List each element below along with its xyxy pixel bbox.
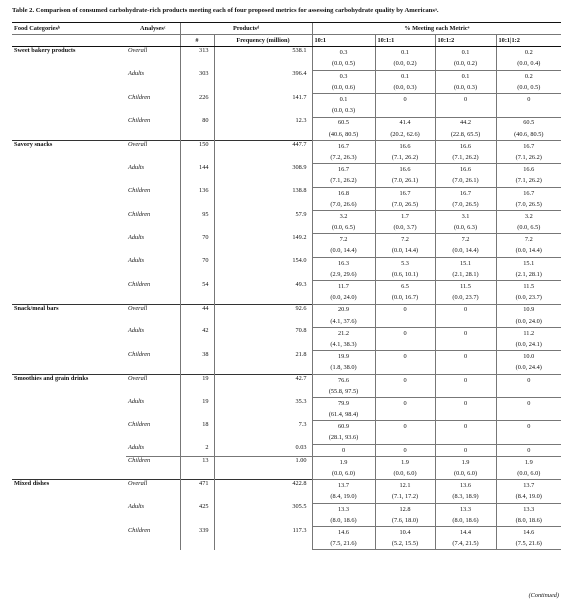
metric-4-ci: (2.1, 28.1) — [496, 269, 561, 281]
table-caption: Table 2. Comparison of consumed carbohydrate-rich products meeting each of four proposed metrics for assessing carbohydrate quality by Americansᵃ. — [12, 7, 439, 14]
metric-4-ci: (7.1, 26.2) — [496, 175, 561, 187]
product-frequency: 70.8 — [214, 327, 312, 350]
metric-4-ci — [496, 105, 561, 117]
metric-1-ci: (7.0, 26.6) — [312, 199, 375, 211]
metric-1-value: 60.5 — [312, 117, 375, 129]
metric-4-ci — [496, 386, 561, 398]
category-name: Snack/meal bars — [12, 304, 126, 374]
analysis-label: Children — [128, 420, 151, 428]
metric-3-ci: (2.1, 28.1) — [435, 269, 496, 281]
metric-1-ci: (7.2, 26.3) — [312, 152, 375, 164]
metric-2-value: 0.1 — [375, 70, 435, 82]
metric-4-value: 13.3 — [496, 503, 561, 515]
header-analyses: Analysesᶜ — [126, 23, 180, 35]
metric-1-value: 0 — [312, 444, 375, 456]
metric-2-ci: (7.0, 26.1) — [375, 175, 435, 187]
analysis-label: Adults — [126, 444, 180, 456]
product-count: 38 — [180, 351, 214, 374]
metric-4-ci: (7.1, 26.2) — [496, 152, 561, 164]
metric-3-value: 44.2 — [435, 117, 496, 129]
metric-4-value: 10.0 — [496, 351, 561, 363]
metric-3-ci: (7.0, 26.5) — [435, 199, 496, 211]
metric-2-ci: (0.6, 10.1) — [375, 269, 435, 281]
product-frequency: 7.3 — [214, 421, 312, 444]
metric-2-value: 0 — [375, 398, 435, 410]
metric-2-value: 5.3 — [375, 257, 435, 269]
metric-4-value: 15.1 — [496, 257, 561, 269]
product-count: 19 — [180, 398, 214, 421]
metric-2-value: 0 — [375, 421, 435, 433]
product-frequency: 1.00 — [214, 456, 312, 479]
metric-4-ci: (8.0, 18.6) — [496, 515, 561, 527]
table-row — [12, 140, 561, 152]
metric-1-ci: (8.0, 18.6) — [312, 515, 375, 527]
product-count: 19 — [180, 374, 214, 397]
header-row-1 — [12, 23, 561, 35]
analysis-label: Adults — [128, 257, 145, 265]
product-count: 313 — [180, 47, 214, 70]
metric-1-value: 60.9 — [312, 421, 375, 433]
header-category: Food Categoriesᵇ — [12, 23, 126, 35]
table-row — [12, 480, 561, 492]
metric-1-ci: (61.4, 98.4) — [312, 409, 375, 421]
metric-4-ci — [496, 433, 561, 445]
metric-2-value: 12.1 — [375, 480, 435, 492]
metric-3-ci — [435, 433, 496, 445]
analysis-label: Children — [128, 93, 151, 101]
metric-2-value: 16.7 — [375, 187, 435, 199]
product-count: 80 — [180, 117, 214, 140]
metric-1-ci: (0.0, 0.5) — [312, 59, 375, 71]
product-count: 150 — [180, 140, 214, 163]
metric-4-value: 60.5 — [496, 117, 561, 129]
analysis-label: Adults — [128, 233, 145, 241]
metric-2-ci: (20.2, 62.6) — [375, 129, 435, 141]
header-metric-2: 10:1:1 — [375, 35, 435, 47]
metric-1-ci: (7.1, 26.2) — [312, 175, 375, 187]
metric-4-value: 7.2 — [496, 234, 561, 246]
product-count: 42 — [180, 327, 214, 350]
metric-1-value: 13.7 — [312, 480, 375, 492]
metric-2-ci — [375, 409, 435, 421]
metric-4-value: 1.9 — [496, 456, 561, 468]
metric-4-value: 11.5 — [496, 281, 561, 293]
metric-2-ci: (7.1, 17.2) — [375, 492, 435, 504]
metric-1-ci: (2.9, 29.6) — [312, 269, 375, 281]
product-frequency: 35.3 — [214, 398, 312, 421]
metric-3-ci — [435, 362, 496, 374]
metric-4-value: 11.2 — [496, 327, 561, 339]
metric-4-ci: (0.0, 6.5) — [496, 222, 561, 234]
product-count: 13 — [180, 456, 214, 479]
metric-1-ci: (4.1, 37.6) — [312, 316, 375, 328]
metric-2-ci: (7.1, 26.2) — [375, 152, 435, 164]
metric-2-ci: (5.2, 15.5) — [375, 538, 435, 550]
analysis-label: Overall — [126, 304, 180, 327]
header-frequency: Frequency (million) — [214, 35, 312, 47]
product-frequency: 396.4 — [214, 70, 312, 93]
metric-1-ci: (0.0, 0.3) — [312, 105, 375, 117]
metric-4-value: 0 — [496, 94, 561, 106]
metric-4-value: 3.2 — [496, 211, 561, 223]
metric-1-ci: (7.5, 21.6) — [312, 538, 375, 550]
metric-3-ci: (0.0, 6.3) — [435, 222, 496, 234]
metric-1-ci: (0.0, 24.0) — [312, 292, 375, 304]
metric-2-ci: (0.0, 16.7) — [375, 292, 435, 304]
product-count: 54 — [180, 281, 214, 304]
metric-1-value: 14.6 — [312, 527, 375, 539]
metric-2-ci: (0.0, 6.0) — [375, 468, 435, 480]
category-name: Mixed dishes — [12, 480, 126, 550]
table-body — [12, 23, 561, 550]
metric-4-ci: (0.0, 24.1) — [496, 339, 561, 351]
product-frequency: 422.8 — [214, 480, 312, 503]
metric-2-value: 0 — [375, 374, 435, 386]
product-frequency: 308.9 — [214, 164, 312, 187]
metric-4-ci: (0.0, 0.4) — [496, 59, 561, 71]
analysis-label: Adults — [128, 503, 145, 511]
product-frequency: 138.8 — [214, 187, 312, 210]
metric-2-value: 16.6 — [375, 140, 435, 152]
metric-2-value: 0 — [375, 327, 435, 339]
metric-4-ci: (8.4, 19.0) — [496, 492, 561, 504]
metric-1-value: 16.7 — [312, 140, 375, 152]
metric-1-value: 7.2 — [312, 234, 375, 246]
metric-1-value: 0.3 — [312, 47, 375, 59]
analysis-label: Adults — [128, 397, 145, 405]
metric-1-value: 20.9 — [312, 304, 375, 316]
product-frequency: 117.3 — [214, 527, 312, 550]
metric-4-value: 0 — [496, 444, 561, 456]
analysis-label: Adults — [128, 70, 145, 78]
analysis-label: Children — [128, 187, 151, 195]
product-count: 2 — [180, 444, 214, 456]
metric-3-value: 3.1 — [435, 211, 496, 223]
metric-4-value: 10.9 — [496, 304, 561, 316]
metric-3-ci: (0.0, 14.4) — [435, 246, 496, 258]
metric-3-ci — [435, 339, 496, 351]
metric-3-ci: (7.4, 21.5) — [435, 538, 496, 550]
metric-1-value: 0.1 — [312, 94, 375, 106]
metric-4-ci: (0.0, 24.4) — [496, 362, 561, 374]
analysis-label: Children — [128, 350, 151, 358]
metric-3-value: 0 — [435, 398, 496, 410]
analysis-label: Children — [128, 280, 151, 288]
analysis-label: Children — [128, 526, 151, 534]
metric-2-value: 1.9 — [375, 456, 435, 468]
metric-4-ci — [496, 409, 561, 421]
metric-4-ci: (0.0, 0.5) — [496, 82, 561, 94]
metric-4-value: 0 — [496, 398, 561, 410]
metric-4-ci: (0.0, 6.0) — [496, 468, 561, 480]
metric-3-ci: (8.3, 18.9) — [435, 492, 496, 504]
product-frequency: 141.7 — [214, 94, 312, 117]
product-count: 70 — [180, 234, 214, 257]
product-count: 226 — [180, 94, 214, 117]
metric-2-ci — [375, 433, 435, 445]
metric-1-value: 16.7 — [312, 164, 375, 176]
metric-1-ci: (8.4, 19.0) — [312, 492, 375, 504]
header-metric-3: 10:1:2 — [435, 35, 496, 47]
product-count: 303 — [180, 70, 214, 93]
header-count: # — [180, 35, 214, 47]
metric-3-value: 14.4 — [435, 527, 496, 539]
metric-4-value: 0.2 — [496, 70, 561, 82]
metric-1-value: 16.3 — [312, 257, 375, 269]
table-row — [12, 374, 561, 386]
metric-2-ci: (7.0, 26.5) — [375, 199, 435, 211]
metric-4-value: 14.6 — [496, 527, 561, 539]
analysis-label: Overall — [126, 47, 180, 70]
metric-1-ci: (40.6, 80.5) — [312, 129, 375, 141]
metric-1-ci: (0.0, 0.6) — [312, 82, 375, 94]
metric-2-value: 1.7 — [375, 211, 435, 223]
metric-3-ci — [435, 386, 496, 398]
metric-3-value: 15.1 — [435, 257, 496, 269]
metric-2-value: 41.4 — [375, 117, 435, 129]
metric-3-ci: (22.8, 65.5) — [435, 129, 496, 141]
product-frequency: 447.7 — [214, 140, 312, 163]
table-row — [12, 47, 561, 59]
metric-2-ci: (0.0, 3.7) — [375, 222, 435, 234]
metric-2-ci: (0.0, 14.4) — [375, 246, 435, 258]
metric-2-ci — [375, 362, 435, 374]
product-count: 70 — [180, 257, 214, 280]
product-frequency: 0.03 — [214, 444, 312, 456]
product-frequency: 305.5 — [214, 503, 312, 526]
header-products: Productsᵈ — [180, 23, 312, 35]
metric-4-value: 16.6 — [496, 164, 561, 176]
product-count: 339 — [180, 527, 214, 550]
metric-1-value: 21.2 — [312, 327, 375, 339]
metric-4-value: 0.2 — [496, 47, 561, 59]
metric-2-ci — [375, 339, 435, 351]
metric-2-value: 16.6 — [375, 164, 435, 176]
metric-3-value: 0 — [435, 304, 496, 316]
metric-3-value: 0 — [435, 94, 496, 106]
product-frequency: 538.1 — [214, 47, 312, 70]
metric-3-ci: (0.0, 6.0) — [435, 468, 496, 480]
metric-4-ci: (0.0, 14.4) — [496, 246, 561, 258]
metric-4-ci: (7.0, 26.5) — [496, 199, 561, 211]
product-frequency: 92.6 — [214, 304, 312, 327]
metric-2-ci — [375, 105, 435, 117]
metric-3-value: 0.1 — [435, 47, 496, 59]
product-frequency: 42.7 — [214, 374, 312, 397]
metric-3-value: 0 — [435, 351, 496, 363]
metric-3-value: 7.2 — [435, 234, 496, 246]
metric-3-ci: (0.0, 23.7) — [435, 292, 496, 304]
analysis-label: Overall — [126, 140, 180, 163]
analysis-label: Overall — [126, 374, 180, 397]
metric-3-value: 16.6 — [435, 140, 496, 152]
metric-4-value: 0 — [496, 421, 561, 433]
metric-1-ci: (55.8, 97.5) — [312, 386, 375, 398]
category-name: Sweet bakery products — [12, 47, 126, 141]
metric-4-ci: (7.5, 21.6) — [496, 538, 561, 550]
product-frequency: 149.2 — [214, 234, 312, 257]
metric-1-ci: (0.0, 14.4) — [312, 246, 375, 258]
product-frequency: 154.0 — [214, 257, 312, 280]
metric-4-value: 16.7 — [496, 140, 561, 152]
metric-2-value: 0 — [375, 351, 435, 363]
metric-2-value: 12.8 — [375, 503, 435, 515]
metric-2-value: 0 — [375, 304, 435, 316]
product-count: 44 — [180, 304, 214, 327]
header-row-2 — [12, 35, 561, 47]
metric-3-ci — [435, 316, 496, 328]
analysis-label: Overall — [126, 480, 180, 503]
product-count: 95 — [180, 211, 214, 234]
metric-2-ci — [375, 386, 435, 398]
metric-3-value: 0 — [435, 444, 496, 456]
metric-2-value: 7.2 — [375, 234, 435, 246]
metric-1-value: 76.6 — [312, 374, 375, 386]
analysis-label: Children — [128, 117, 151, 124]
analysis-label: Children — [128, 456, 151, 464]
metric-2-value: 10.4 — [375, 527, 435, 539]
metric-1-ci: (0.0, 6.5) — [312, 222, 375, 234]
analysis-label: Adults — [128, 327, 145, 335]
metric-3-ci — [435, 105, 496, 117]
metric-3-value: 16.7 — [435, 187, 496, 199]
metric-4-ci: (40.6, 80.5) — [496, 129, 561, 141]
product-frequency: 49.3 — [214, 281, 312, 304]
header-pct-meeting: % Meeting each Metricᵉ — [312, 23, 561, 35]
metric-1-ci: (4.1, 38.3) — [312, 339, 375, 351]
product-frequency: 12.3 — [214, 117, 312, 140]
metric-2-value: 0.1 — [375, 47, 435, 59]
metric-1-ci: (1.8, 38.0) — [312, 362, 375, 374]
metric-3-value: 11.5 — [435, 281, 496, 293]
metric-2-ci: (7.6, 18.0) — [375, 515, 435, 527]
metric-3-ci: (7.1, 26.2) — [435, 152, 496, 164]
metric-1-value: 13.3 — [312, 503, 375, 515]
metric-2-value: 0 — [375, 94, 435, 106]
metric-3-value: 0 — [435, 374, 496, 386]
product-count: 425 — [180, 503, 214, 526]
metric-4-value: 13.7 — [496, 480, 561, 492]
metric-1-value: 1.9 — [312, 456, 375, 468]
metric-3-value: 0 — [435, 327, 496, 339]
metric-1-value: 3.2 — [312, 211, 375, 223]
metric-1-ci: (28.1, 93.6) — [312, 433, 375, 445]
metric-3-ci: (7.0, 26.1) — [435, 175, 496, 187]
category-name: Savory snacks — [12, 140, 126, 304]
product-count: 18 — [180, 421, 214, 444]
metric-1-value: 0.3 — [312, 70, 375, 82]
table-row — [12, 304, 561, 316]
header-metric-1: 10:1 — [312, 35, 375, 47]
data-table — [12, 22, 561, 550]
analysis-label: Adults — [128, 163, 145, 171]
metric-2-value: 6.5 — [375, 281, 435, 293]
metric-3-ci — [435, 409, 496, 421]
metric-2-ci: (0.0, 0.2) — [375, 59, 435, 71]
metric-3-ci: (8.0, 18.6) — [435, 515, 496, 527]
metric-3-value: 1.9 — [435, 456, 496, 468]
product-frequency: 21.8 — [214, 351, 312, 374]
continued-note: (Continued) — [528, 592, 559, 599]
metric-3-ci: (0.0, 0.2) — [435, 59, 496, 71]
category-name: Smoothies and grain drinks — [12, 374, 126, 480]
metric-4-value: 0 — [496, 374, 561, 386]
metric-4-ci: (0.0, 23.7) — [496, 292, 561, 304]
metric-3-ci: (0.0, 0.3) — [435, 82, 496, 94]
metric-1-value: 11.7 — [312, 281, 375, 293]
metric-1-value: 16.8 — [312, 187, 375, 199]
metric-1-value: 79.9 — [312, 398, 375, 410]
metric-3-value: 0 — [435, 421, 496, 433]
product-count: 144 — [180, 164, 214, 187]
analysis-label: Children — [128, 210, 151, 218]
product-frequency: 57.9 — [214, 211, 312, 234]
metric-1-value: 19.9 — [312, 351, 375, 363]
metric-2-ci — [375, 316, 435, 328]
metric-4-value: 16.7 — [496, 187, 561, 199]
metric-3-value: 13.6 — [435, 480, 496, 492]
metric-3-value: 13.3 — [435, 503, 496, 515]
metric-3-value: 0.1 — [435, 70, 496, 82]
metric-2-value: 0 — [375, 444, 435, 456]
metric-3-value: 16.6 — [435, 164, 496, 176]
product-count: 136 — [180, 187, 214, 210]
header-metric-4: 10:1|1:2 — [496, 35, 561, 47]
metric-1-ci: (0.0, 6.0) — [312, 468, 375, 480]
product-count: 471 — [180, 480, 214, 503]
metric-4-ci: (0.0, 24.0) — [496, 316, 561, 328]
metric-2-ci: (0.0, 0.3) — [375, 82, 435, 94]
